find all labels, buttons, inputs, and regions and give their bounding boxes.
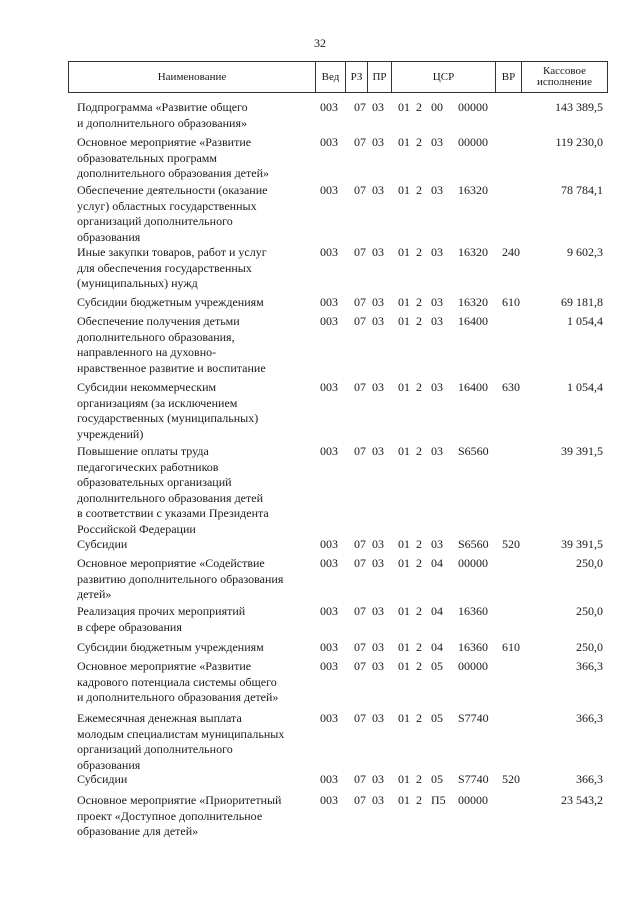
row-c2: 2 bbox=[416, 314, 422, 328]
row-c2: 2 bbox=[416, 537, 422, 551]
row-name: Основное мероприятие «Развитие кадрового потенциала системы общего и дополнительного образования детей» bbox=[77, 659, 279, 705]
row-vr: 520 bbox=[502, 772, 520, 786]
row-c4: 00000 bbox=[458, 135, 488, 149]
row-amount: 9 602,3 bbox=[567, 245, 603, 259]
row-name: Основное мероприятие «Содействие развитию дополнительного образования детей» bbox=[77, 556, 284, 602]
row-pr: 03 bbox=[372, 100, 384, 114]
row-c1: 01 bbox=[398, 711, 410, 725]
row-pr: 03 bbox=[372, 135, 384, 149]
row-pr: 03 bbox=[372, 793, 384, 807]
row-ved: 003 bbox=[320, 183, 338, 197]
row-rz: 07 bbox=[354, 245, 366, 259]
row-c3: 03 bbox=[431, 135, 443, 149]
row-amount: 78 784,1 bbox=[561, 183, 603, 197]
row-c4: 16400 bbox=[458, 380, 488, 394]
row-c1: 01 bbox=[398, 772, 410, 786]
row-c4: 16360 bbox=[458, 640, 488, 654]
row-rz: 07 bbox=[354, 793, 366, 807]
row-ved: 003 bbox=[320, 772, 338, 786]
row-ved: 003 bbox=[320, 537, 338, 551]
row-amount: 1 054,4 bbox=[567, 380, 603, 394]
row-c4: S7740 bbox=[458, 772, 489, 786]
row-c3: 04 bbox=[431, 556, 443, 570]
row-amount: 39 391,5 bbox=[561, 444, 603, 458]
row-c1: 01 bbox=[398, 135, 410, 149]
row-amount: 366,3 bbox=[576, 772, 603, 786]
row-rz: 07 bbox=[354, 711, 366, 725]
row-c1: 01 bbox=[398, 314, 410, 328]
header-ved: Вед bbox=[315, 62, 345, 92]
row-name: Основное мероприятие «Развитие образовательных программ дополнительного образования детей» bbox=[77, 135, 269, 181]
row-c4: 00000 bbox=[458, 100, 488, 114]
row-c3: П5 bbox=[431, 793, 446, 807]
row-pr: 03 bbox=[372, 314, 384, 328]
row-c1: 01 bbox=[398, 640, 410, 654]
row-c3: 05 bbox=[431, 772, 443, 786]
row-pr: 03 bbox=[372, 444, 384, 458]
row-ved: 003 bbox=[320, 135, 338, 149]
row-rz: 07 bbox=[354, 640, 366, 654]
row-c2: 2 bbox=[416, 183, 422, 197]
row-c4: 16320 bbox=[458, 183, 488, 197]
row-ved: 003 bbox=[320, 245, 338, 259]
row-pr: 03 bbox=[372, 604, 384, 618]
row-name: Субсидии bbox=[77, 772, 128, 786]
row-c4: S6560 bbox=[458, 444, 489, 458]
row-amount: 250,0 bbox=[576, 604, 603, 618]
row-c3: 03 bbox=[431, 537, 443, 551]
row-ved: 003 bbox=[320, 556, 338, 570]
row-name: Иные закупки товаров, работ и услуг для обеспечения государственных (муниципальных) нужд bbox=[77, 245, 267, 291]
row-c4: 00000 bbox=[458, 659, 488, 673]
row-vr: 520 bbox=[502, 537, 520, 551]
row-c2: 2 bbox=[416, 444, 422, 458]
header-name: Наименование bbox=[157, 70, 227, 83]
row-c2: 2 bbox=[416, 295, 422, 309]
row-amount: 1 054,4 bbox=[567, 314, 603, 328]
row-c3: 03 bbox=[431, 380, 443, 394]
row-amount: 119 230,0 bbox=[555, 135, 603, 149]
row-name: Субсидии бюджетным учреждениям bbox=[77, 640, 264, 654]
row-name: Основное мероприятие «Приоритетный проект «Доступное дополнительное образование для детей» bbox=[77, 793, 282, 839]
header-csr: ЦСР bbox=[391, 62, 495, 92]
row-c4: 16360 bbox=[458, 604, 488, 618]
row-c3: 03 bbox=[431, 314, 443, 328]
row-amount: 143 389,5 bbox=[555, 100, 603, 114]
row-ved: 003 bbox=[320, 604, 338, 618]
row-amount: 366,3 bbox=[576, 659, 603, 673]
row-amount: 366,3 bbox=[576, 711, 603, 725]
row-c2: 2 bbox=[416, 556, 422, 570]
row-pr: 03 bbox=[372, 295, 384, 309]
row-c1: 01 bbox=[398, 245, 410, 259]
row-rz: 07 bbox=[354, 659, 366, 673]
row-pr: 03 bbox=[372, 380, 384, 394]
row-c4: S6560 bbox=[458, 537, 489, 551]
row-amount: 39 391,5 bbox=[561, 537, 603, 551]
row-c3: 05 bbox=[431, 711, 443, 725]
table-header bbox=[68, 61, 608, 93]
row-name: Обеспечение деятельности (оказание услуг) областных государственных организаций дополнительного образования bbox=[77, 183, 268, 244]
row-name: Субсидии некоммерческим организациям (за исключением государственных (муниципальных) учреждений) bbox=[77, 380, 259, 441]
row-rz: 07 bbox=[354, 295, 366, 309]
row-name: Повышение оплаты труда педагогических работников образовательных организаций дополнительного образования детей в соответствии с указами Президента Российской Федерации bbox=[77, 444, 269, 536]
row-c1: 01 bbox=[398, 183, 410, 197]
row-c1: 01 bbox=[398, 100, 410, 114]
row-c4: 00000 bbox=[458, 793, 488, 807]
row-ved: 003 bbox=[320, 444, 338, 458]
header-rz: РЗ bbox=[345, 62, 367, 92]
row-amount: 23 543,2 bbox=[561, 793, 603, 807]
row-c2: 2 bbox=[416, 135, 422, 149]
header-pr: ПР bbox=[367, 62, 391, 92]
row-c2: 2 bbox=[416, 100, 422, 114]
row-rz: 07 bbox=[354, 183, 366, 197]
row-rz: 07 bbox=[354, 444, 366, 458]
row-pr: 03 bbox=[372, 556, 384, 570]
row-amount: 69 181,8 bbox=[561, 295, 603, 309]
row-pr: 03 bbox=[372, 183, 384, 197]
row-c3: 05 bbox=[431, 659, 443, 673]
row-c2: 2 bbox=[416, 380, 422, 394]
header-vr: ВР bbox=[495, 62, 521, 92]
row-pr: 03 bbox=[372, 245, 384, 259]
row-c3: 04 bbox=[431, 604, 443, 618]
row-pr: 03 bbox=[372, 711, 384, 725]
row-c1: 01 bbox=[398, 537, 410, 551]
row-name: Обеспечение получения детьми дополнительного образования, направленного на духовно- нравственное развитие и воспитание bbox=[77, 314, 266, 375]
row-rz: 07 bbox=[354, 772, 366, 786]
row-rz: 07 bbox=[354, 556, 366, 570]
row-ved: 003 bbox=[320, 640, 338, 654]
row-c2: 2 bbox=[416, 793, 422, 807]
row-name: Подпрограмма «Развитие общего и дополнительного образования» bbox=[77, 100, 248, 130]
row-c3: 04 bbox=[431, 640, 443, 654]
row-rz: 07 bbox=[354, 380, 366, 394]
row-name: Ежемесячная денежная выплата молодым специалистам муниципальных организаций дополнительного образования bbox=[77, 711, 285, 772]
row-ved: 003 bbox=[320, 711, 338, 725]
row-amount: 250,0 bbox=[576, 556, 603, 570]
row-c3: 03 bbox=[431, 183, 443, 197]
row-pr: 03 bbox=[372, 772, 384, 786]
row-ved: 003 bbox=[320, 793, 338, 807]
row-c3: 03 bbox=[431, 444, 443, 458]
row-rz: 07 bbox=[354, 100, 366, 114]
row-c2: 2 bbox=[416, 659, 422, 673]
row-c4: S7740 bbox=[458, 711, 489, 725]
row-ved: 003 bbox=[320, 380, 338, 394]
row-rz: 07 bbox=[354, 135, 366, 149]
row-pr: 03 bbox=[372, 659, 384, 673]
row-c4: 16400 bbox=[458, 314, 488, 328]
row-c2: 2 bbox=[416, 245, 422, 259]
row-name: Реализация прочих мероприятий в сфере образования bbox=[77, 604, 246, 634]
row-c1: 01 bbox=[398, 380, 410, 394]
row-vr: 610 bbox=[502, 640, 520, 654]
row-c4: 16320 bbox=[458, 245, 488, 259]
row-c3: 00 bbox=[431, 100, 443, 114]
row-vr: 240 bbox=[502, 245, 520, 259]
row-c1: 01 bbox=[398, 659, 410, 673]
row-ved: 003 bbox=[320, 295, 338, 309]
row-c2: 2 bbox=[416, 772, 422, 786]
row-c1: 01 bbox=[398, 793, 410, 807]
page-number: 32 bbox=[314, 36, 326, 50]
row-ved: 003 bbox=[320, 659, 338, 673]
row-name: Субсидии bbox=[77, 537, 128, 551]
row-rz: 07 bbox=[354, 314, 366, 328]
row-pr: 03 bbox=[372, 640, 384, 654]
header-amount: Кассовое исполнение bbox=[521, 62, 607, 92]
row-ved: 003 bbox=[320, 314, 338, 328]
row-c4: 00000 bbox=[458, 556, 488, 570]
row-c2: 2 bbox=[416, 711, 422, 725]
row-c2: 2 bbox=[416, 640, 422, 654]
row-c4: 16320 bbox=[458, 295, 488, 309]
row-rz: 07 bbox=[354, 537, 366, 551]
row-amount: 250,0 bbox=[576, 640, 603, 654]
row-c1: 01 bbox=[398, 604, 410, 618]
row-ved: 003 bbox=[320, 100, 338, 114]
row-c2: 2 bbox=[416, 604, 422, 618]
row-c3: 03 bbox=[431, 245, 443, 259]
row-vr: 610 bbox=[502, 295, 520, 309]
row-c1: 01 bbox=[398, 556, 410, 570]
row-rz: 07 bbox=[354, 604, 366, 618]
row-vr: 630 bbox=[502, 380, 520, 394]
row-c1: 01 bbox=[398, 295, 410, 309]
row-c3: 03 bbox=[431, 295, 443, 309]
row-c1: 01 bbox=[398, 444, 410, 458]
row-name: Субсидии бюджетным учреждениям bbox=[77, 295, 264, 309]
row-pr: 03 bbox=[372, 537, 384, 551]
